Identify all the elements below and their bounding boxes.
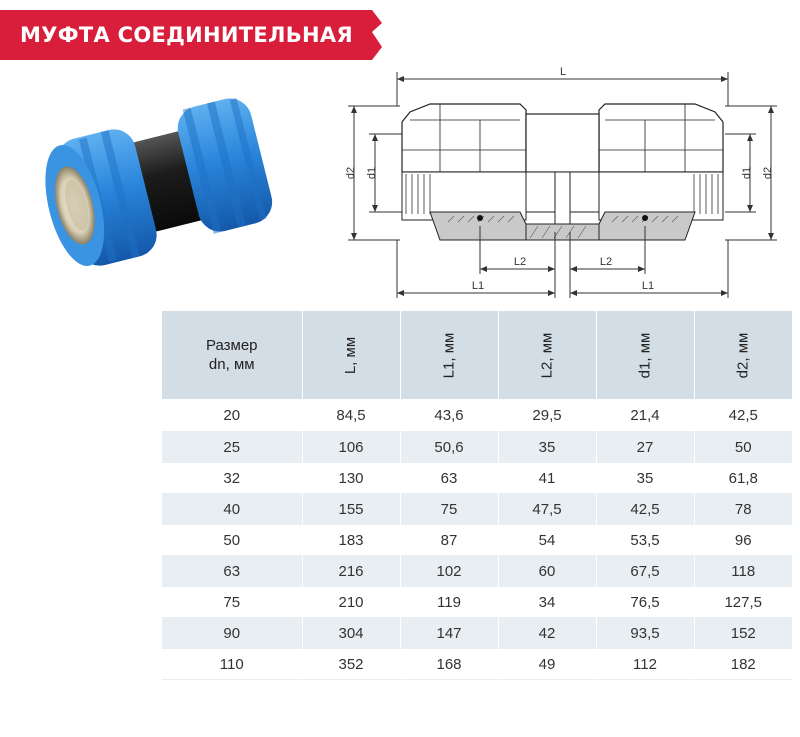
cell-L: 130 xyxy=(302,463,400,494)
dim-label-d2-right: d2 xyxy=(762,166,774,180)
cell-size: 50 xyxy=(162,525,302,556)
header-size-line2: dn, мм xyxy=(208,356,255,373)
cell-L2: 49 xyxy=(498,649,596,680)
cell-size: 75 xyxy=(162,587,302,618)
cell-L1: 63 xyxy=(400,463,498,494)
cell-d2: 96 xyxy=(734,531,752,549)
cell-size: 20 xyxy=(162,399,302,432)
cell-d1: 21,4 xyxy=(596,399,694,432)
cell-L2: 60 xyxy=(498,556,596,587)
header-L2: L2, мм xyxy=(498,311,596,399)
cell-L2: 34 xyxy=(498,587,596,618)
cell-d2: 61,8 xyxy=(728,469,758,487)
dim-label-L1-left: L1 xyxy=(471,280,485,292)
header-d1: d1, мм xyxy=(596,311,694,399)
cell-d1: 35 xyxy=(596,463,694,494)
cell-L2: 42 xyxy=(498,618,596,649)
dim-label-L2-right: L2 xyxy=(599,256,613,268)
cell-L: 106 xyxy=(302,432,400,463)
cell-L: 210 xyxy=(302,587,400,618)
header-L: L, мм xyxy=(302,311,400,399)
title-banner xyxy=(0,10,382,60)
cell-L2: 29,5 xyxy=(498,399,596,432)
cell-size: 32 xyxy=(162,463,302,494)
cell-L: 84,5 xyxy=(302,399,400,432)
cell-L: 304 xyxy=(302,618,400,649)
cell-size: 63 xyxy=(162,556,302,587)
cell-size: 90 xyxy=(162,618,302,649)
table-row xyxy=(162,463,792,494)
table-row xyxy=(162,399,792,432)
cell-L2: 41 xyxy=(498,463,596,494)
cell-d2: 118 xyxy=(694,556,792,587)
cell-d1: 67,5 xyxy=(596,556,694,587)
cell-d1: 42,5 xyxy=(596,494,694,525)
cell-L1: 119 xyxy=(400,587,498,618)
cell-L: 183 xyxy=(302,525,400,556)
cell-d2: 42,5 xyxy=(728,406,758,424)
dim-label-L2-left: L2 xyxy=(513,256,527,268)
cell-L: 155 xyxy=(302,494,400,525)
cell-d2: 182 xyxy=(730,655,756,673)
technical-drawing xyxy=(330,62,790,310)
cell-size: 40 xyxy=(162,494,302,525)
dim-label-d2-left: d2 xyxy=(345,166,357,180)
table-row xyxy=(162,556,792,587)
table-row xyxy=(162,432,792,463)
cell-d2: 50 xyxy=(694,432,792,463)
cell-L2: 35 xyxy=(498,432,596,463)
cell-L1: 50,6 xyxy=(400,432,498,463)
header-size xyxy=(162,311,302,399)
cell-L1: 102 xyxy=(400,556,498,587)
cell-d1: 93,5 xyxy=(596,618,694,649)
cell-L1: 87 xyxy=(400,525,498,556)
coupling-product-image xyxy=(40,88,290,278)
cell-size: 110 xyxy=(162,649,302,680)
cell-L1: 75 xyxy=(400,494,498,525)
cell-L2: 54 xyxy=(498,525,596,556)
cell-L: 216 xyxy=(302,556,400,587)
table-row xyxy=(162,618,792,649)
dim-label-L: L xyxy=(559,66,567,78)
cell-d2: 78 xyxy=(694,494,792,525)
header-d2: d2, мм xyxy=(694,311,792,399)
header-L1: L1, мм xyxy=(400,311,498,399)
table-header-row xyxy=(162,311,792,399)
cell-d1: 112 xyxy=(596,649,694,680)
page-title: МУФТА СОЕДИНИТЕЛЬНАЯ xyxy=(20,23,353,47)
dim-label-L1-right: L1 xyxy=(641,280,655,292)
cell-L1: 43,6 xyxy=(400,399,498,432)
cell-d2: 152 xyxy=(694,618,792,649)
cell-L2: 47,5 xyxy=(498,494,596,525)
table-row xyxy=(162,649,792,680)
dim-label-d1-right: d1 xyxy=(741,166,753,180)
cell-d1: 76,5 xyxy=(596,587,694,618)
cell-d1: 53,5 xyxy=(596,525,694,556)
table-row xyxy=(162,525,792,556)
cell-L1: 147 xyxy=(400,618,498,649)
table-row xyxy=(162,587,792,618)
dimensions-table xyxy=(162,311,792,680)
header-size-line1: Размер xyxy=(205,337,258,354)
dim-label-d1-left: d1 xyxy=(366,166,378,180)
cell-d1: 27 xyxy=(596,432,694,463)
cell-size: 25 xyxy=(162,432,302,463)
cell-L: 352 xyxy=(302,649,400,680)
cell-L1: 168 xyxy=(400,649,498,680)
table-row xyxy=(162,494,792,525)
cell-d2: 127,5 xyxy=(724,593,763,611)
